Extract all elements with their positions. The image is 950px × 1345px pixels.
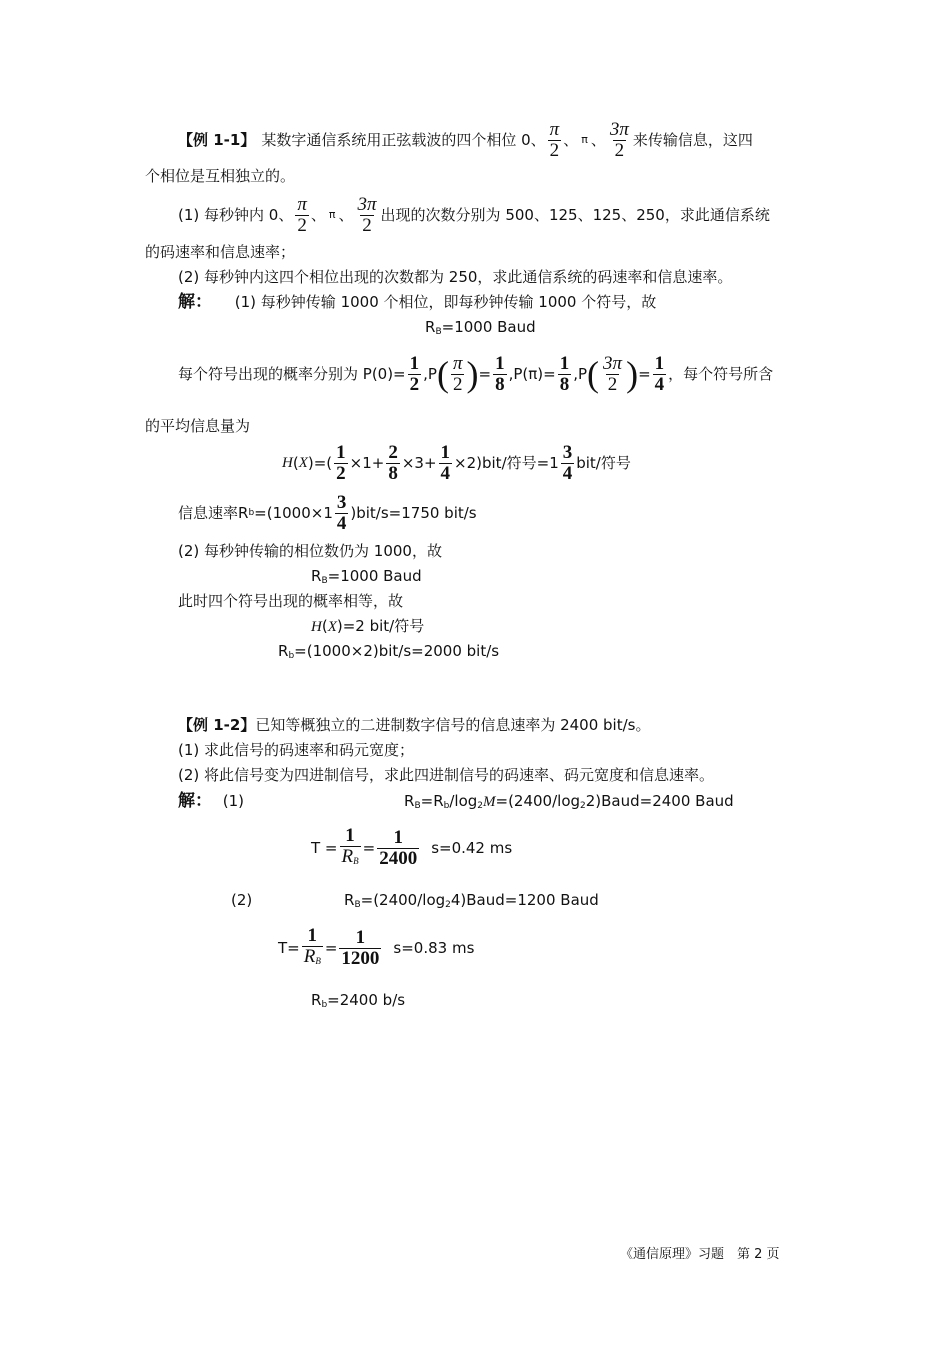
frac-3-4: $\frac{3}{4}$ xyxy=(562,441,573,484)
frac-1-4: $\frac{1}{4}$ xyxy=(654,352,665,395)
frac-1-over-1200: $\frac{1}{1200}$ xyxy=(341,926,380,969)
ex2-solution-head: 解： (1) xyxy=(178,791,245,811)
ex1-entropy-formula: H ( X )=( $\frac{1}{2}$ ×1+ $\frac{2}{8}$ ×3+ $\frac{1}{4}$ ×2)bit/符号=1 $\frac{3}{4}$ bit/符号 xyxy=(282,441,631,484)
ex1-heading: 【例 1-1】 xyxy=(178,131,256,149)
ex2-t1: T = $\frac{1}{R_B}$ = $\frac{1}{2400}$ s=0.42 ms xyxy=(311,824,513,869)
frac-pi-over-2: $\frac{\pi}{2}$ xyxy=(549,118,560,161)
ex1-hx2: H(X)=2 bit/符号 xyxy=(311,617,425,635)
ex1-equal-prob: 此时四个符号出现的概率相等，故 xyxy=(178,592,404,610)
ex1-probabilities: 每个符号出现的概率分别为 P(0)= $\frac{1}{2}$ ,P ( $\frac{\pi}{2}$ ) = $\frac{1}{8}$ ,P(π)= $\frac{1}{8}$ ,P ( $\frac{3\pi}{2}$ ) = $\frac{1}{4}$ ，每个符号所含 xyxy=(178,352,774,395)
frac-1-8: $\frac{1}{8}$ xyxy=(559,352,570,395)
page-footer: 《通信原理》习题 第 2 页 xyxy=(620,1247,780,1262)
frac-pi-over-2: $\frac{\pi}{2}$ xyxy=(452,352,463,395)
frac-1-2: $\frac{1}{2}$ xyxy=(336,441,346,484)
ex1-rb3: $R_b=(1000\times 2)bit/s=2000$ bit/s xyxy=(278,642,500,661)
ex2-part2-label: (2) xyxy=(231,891,253,909)
solution-heading: 解： xyxy=(178,791,212,811)
ex1-avg-info: 的平均信息量为 xyxy=(145,417,251,435)
ex1-text-a: 某数字通信系统用正弦载波的四个相位 0、 xyxy=(261,131,546,149)
ex2-rb2: $R_B=(2400/\log_24)Baud=1200$ Baud xyxy=(344,891,599,910)
frac-1-over-rb: $\frac{1}{R_B}$ xyxy=(302,926,323,971)
frac-1-2: $\frac{1}{2}$ xyxy=(409,352,420,395)
frac-2-8: $\frac{2}{8}$ xyxy=(388,441,398,484)
ex1-text-b: 来传输信息，这四 xyxy=(632,131,753,149)
frac-3pi-over-2: $\frac{3\pi}{2}$ xyxy=(609,118,629,161)
ex2-question2: (2) 将此信号变为四进制信号，求此四进制信号的码速率、码元宽度和信息速率。 xyxy=(178,766,715,784)
ex2-heading: 【例 1-2】 xyxy=(178,716,256,734)
frac-1-over-2400: $\frac{1}{2400}$ xyxy=(379,826,418,869)
frac-3-4: $\frac{3}{4}$ xyxy=(336,491,347,534)
ex1-question1: (1) 每秒钟内 0、 $\frac{\pi}{2}$ 、 π 、 $\frac{3\pi}{2}$ 出现的次数分别为 500、125、125、250，求此通信系统 xyxy=(178,193,770,236)
frac-3pi-over-2: $\frac{3\pi}{2}$ xyxy=(357,193,377,236)
ex2-line1: 【例 1-2】已知等概独立的二进制数字信号的信息速率为 2400 bit/s。 xyxy=(178,716,651,734)
ex1-rb1: $R_B=1000$ Baud xyxy=(425,318,536,337)
ex2-t2: T= $\frac{1}{R_B}$ = $\frac{1}{1200}$ s=0.83 ms xyxy=(278,924,475,969)
ex2-question1: (1) 求此信号的码速率和码元宽度； xyxy=(178,741,415,759)
ex1-rb2: $R_B=1000$ Baud xyxy=(311,567,422,586)
ex2-rb3: $R_b=2400$ b/s xyxy=(311,991,406,1010)
ex1-question2: (2) 每秒钟内这四个相位出现的次数都为 250，求此通信系统的码速率和信息速率。 xyxy=(178,268,733,286)
ex1-info-rate: 信息速率R b =(1000×1 $\frac{3}{4}$ )bit/s=1750 bit/s xyxy=(178,491,477,534)
frac-1-over-rb: $\frac{1}{R_B}$ xyxy=(340,826,361,871)
frac-3pi-over-2: $\frac{3\pi}{2}$ xyxy=(603,352,623,395)
ex1-question1-cont: 的码速率和信息速率； xyxy=(145,243,296,261)
frac-1-4: $\frac{1}{4}$ xyxy=(440,441,451,484)
frac-pi-over-2: $\frac{\pi}{2}$ xyxy=(297,193,307,236)
frac-1-8: $\frac{1}{8}$ xyxy=(495,352,505,395)
ex2-rb-formula: $R_B=R_b/\log_2M=(2400/\log_22)Baud=2400$ Baud xyxy=(404,792,734,811)
ex1-solution1: 解： (1) 每秒钟传输 1000 个相位，即每秒钟传输 1000 个符号，故 xyxy=(178,292,657,312)
solution-heading: 解： xyxy=(178,292,212,312)
ex1-line2: 个相位是互相独立的。 xyxy=(145,167,296,185)
ex1-line1: 【例 1-1】 某数字通信系统用正弦载波的四个相位 0、 $\frac{\pi}{2}$ 、 π 、 $\frac{3\pi}{2}$ 来传输信息，这四 xyxy=(178,118,753,161)
ex1-part2: (2) 每秒钟传输的相位数仍为 1000，故 xyxy=(178,542,442,560)
